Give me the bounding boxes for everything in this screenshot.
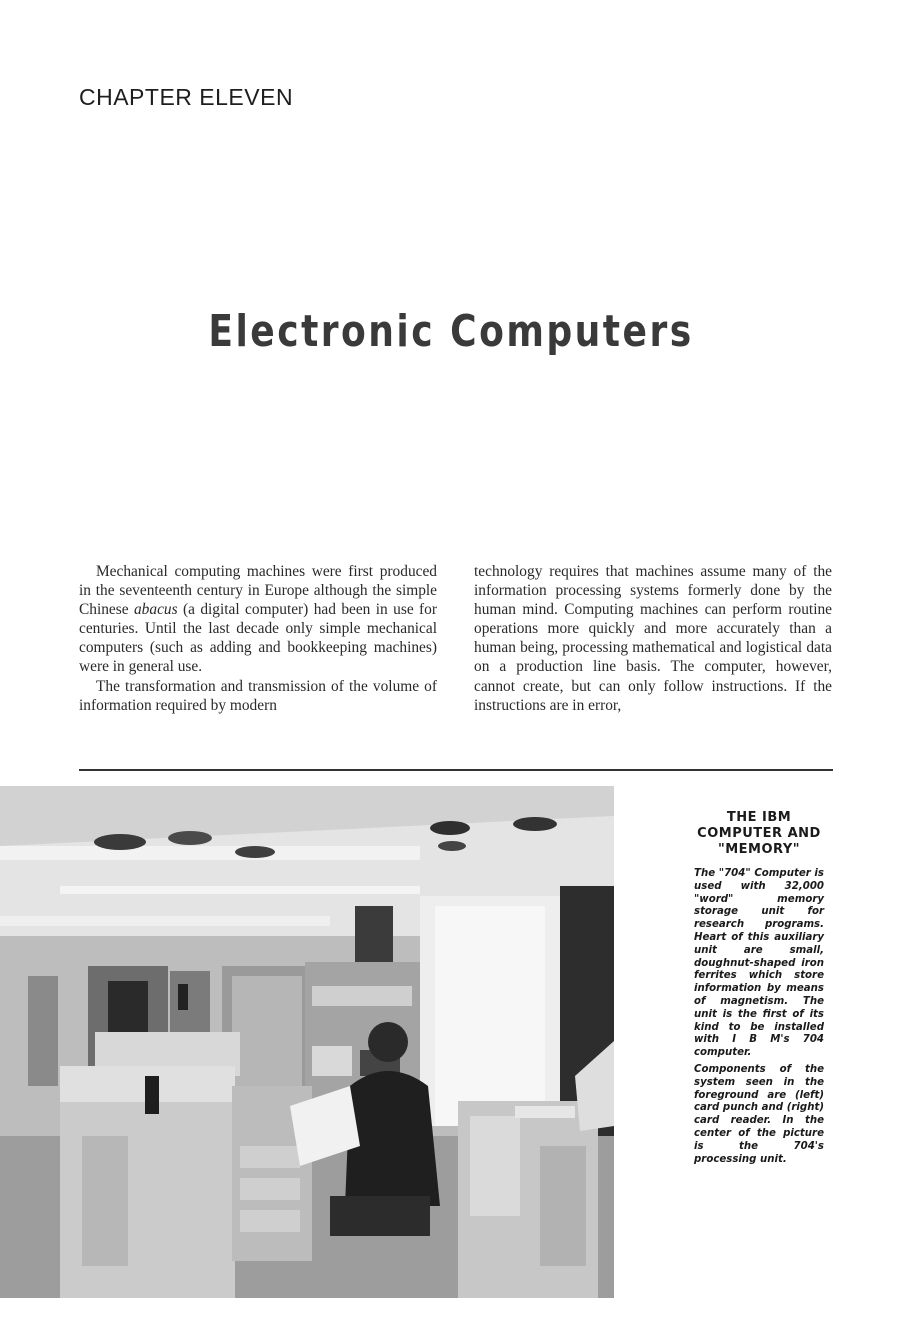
body-column-left <box>79 562 437 715</box>
paragraph: The transformation and transmission of the volume of information required by modern <box>79 677 437 714</box>
figure-caption <box>694 810 824 1170</box>
section-divider <box>79 769 833 771</box>
caption-paragraph: The "704" Computer is used with 32,000 "word" memory storage unit for research programs. Heart of this auxiliary unit are small, doughnut-shaped iron ferrites which store information by means of magnetism. The unit is the first of its kind to be installed with I B M's 704 computer. <box>694 868 824 1059</box>
caption-body <box>694 868 824 1166</box>
paragraph: Mechanical computing machines were first produced in the seventeenth century in Europe although the simple Chinese abacus (a digital computer) had been in use for centuries. Until the last decade only simple mechanical computers (such as adding and bookkeeping machines) were in general use. <box>79 563 437 676</box>
caption-paragraph: Components of the system seen in the foreground are (left) card punch and (right) card reader. In the center of the picture is the 704's processing unit. <box>694 1063 824 1165</box>
body-column-right <box>474 562 832 715</box>
caption-heading: THE IBM COMPUTER AND "MEMORY" <box>697 810 821 857</box>
chapter-label: CHAPTER ELEVEN <box>79 84 294 110</box>
page-title: Electronic Computers <box>208 306 694 357</box>
paragraph: technology requires that machines assume many of the information processing systems formerly done by the human mind. Computing machines can perform routine operations more quickly and more accurately than a human being, processing mathematical and logistical data on a production line basis. The computer, however, cannot create, but can only follow instructions. If the instructions are in error, <box>474 563 832 714</box>
computer-room-photo <box>0 786 614 1298</box>
photo-illustration <box>0 786 614 1298</box>
abacus-term: abacus <box>133 601 178 619</box>
